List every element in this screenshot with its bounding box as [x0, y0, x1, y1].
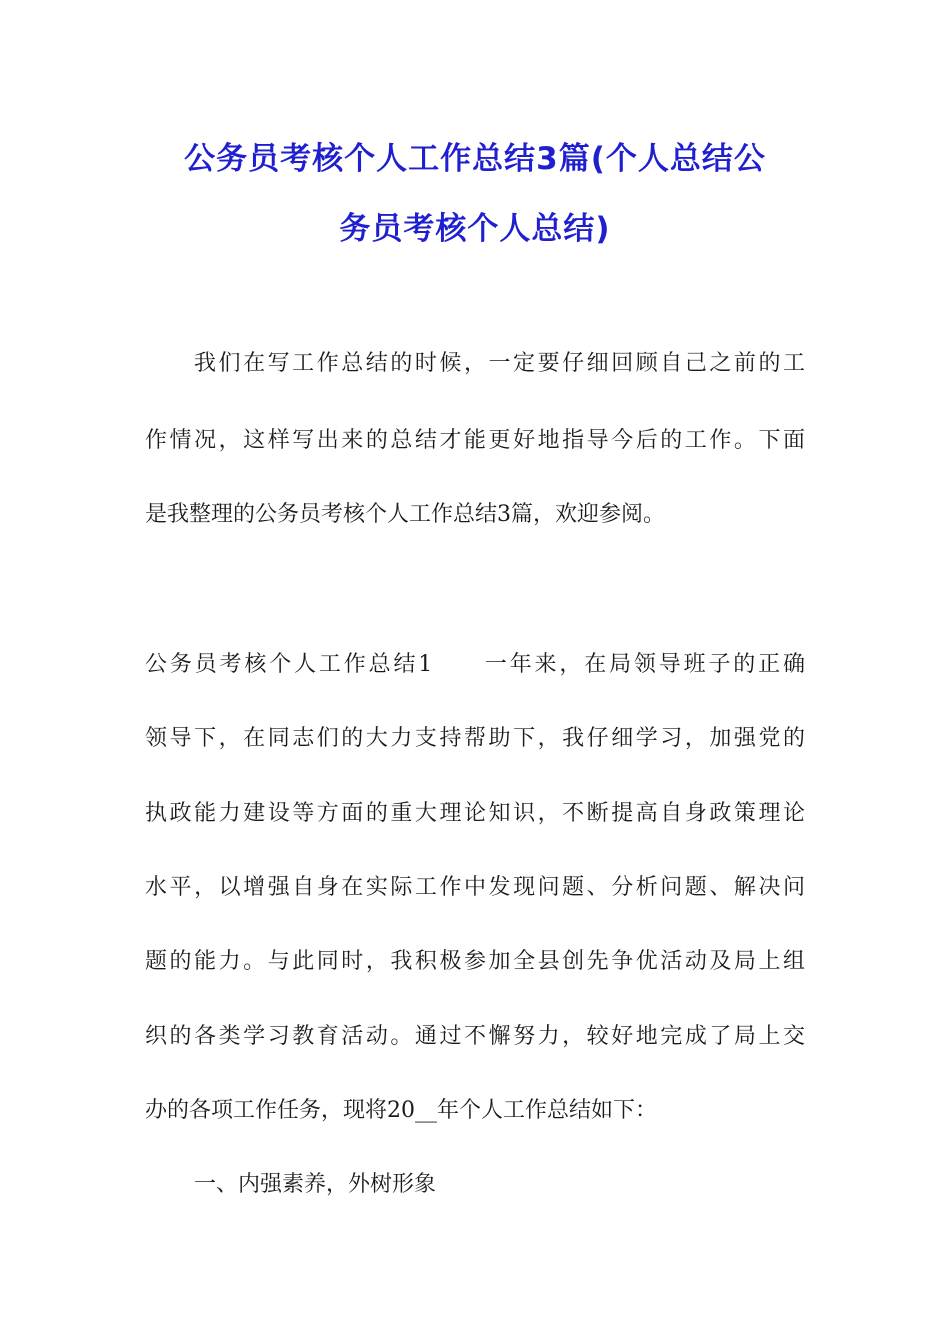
- intro-paragraph-line-2: 作情况，这样写出来的总结才能更好地指导今后的工作。下面: [145, 428, 805, 453]
- section-heading-1: 一、内强素养，外树形象: [194, 1172, 437, 1197]
- section1-paragraph-line-4: 水平，以增强自身在实际工作中发现问题、分析问题、解决问: [145, 875, 805, 900]
- document-title-line-2: 务员考核个人总结): [339, 211, 611, 247]
- section1-paragraph-line-7: 办的各项工作任务，现将20__年个人工作总结如下：: [145, 1098, 657, 1123]
- document-title-line-1: 公务员考核个人工作总结3篇(个人总结公: [184, 141, 766, 177]
- section1-paragraph-line-3: 执政能力建设等方面的重大理论知识，不断提高自身政策理论: [145, 801, 805, 826]
- intro-paragraph-line-1: 我们在写工作总结的时候，一定要仔细回顾自己之前的工: [194, 351, 805, 376]
- section1-paragraph-line-1: 公务员考核个人工作总结1 一年来，在局领导班子的正确: [145, 652, 805, 677]
- section1-paragraph-line-6: 织的各类学习教育活动。通过不懈努力，较好地完成了局上交: [145, 1024, 805, 1049]
- section1-paragraph-line-2: 领导下，在同志们的大力支持帮助下，我仔细学习，加强党的: [145, 726, 805, 751]
- intro-paragraph-line-3: 是我整理的公务员考核个人工作总结3篇，欢迎参阅。: [145, 502, 665, 527]
- section1-paragraph-line-5: 题的能力。与此同时，我积极参加全县创先争优活动及局上组: [145, 949, 805, 974]
